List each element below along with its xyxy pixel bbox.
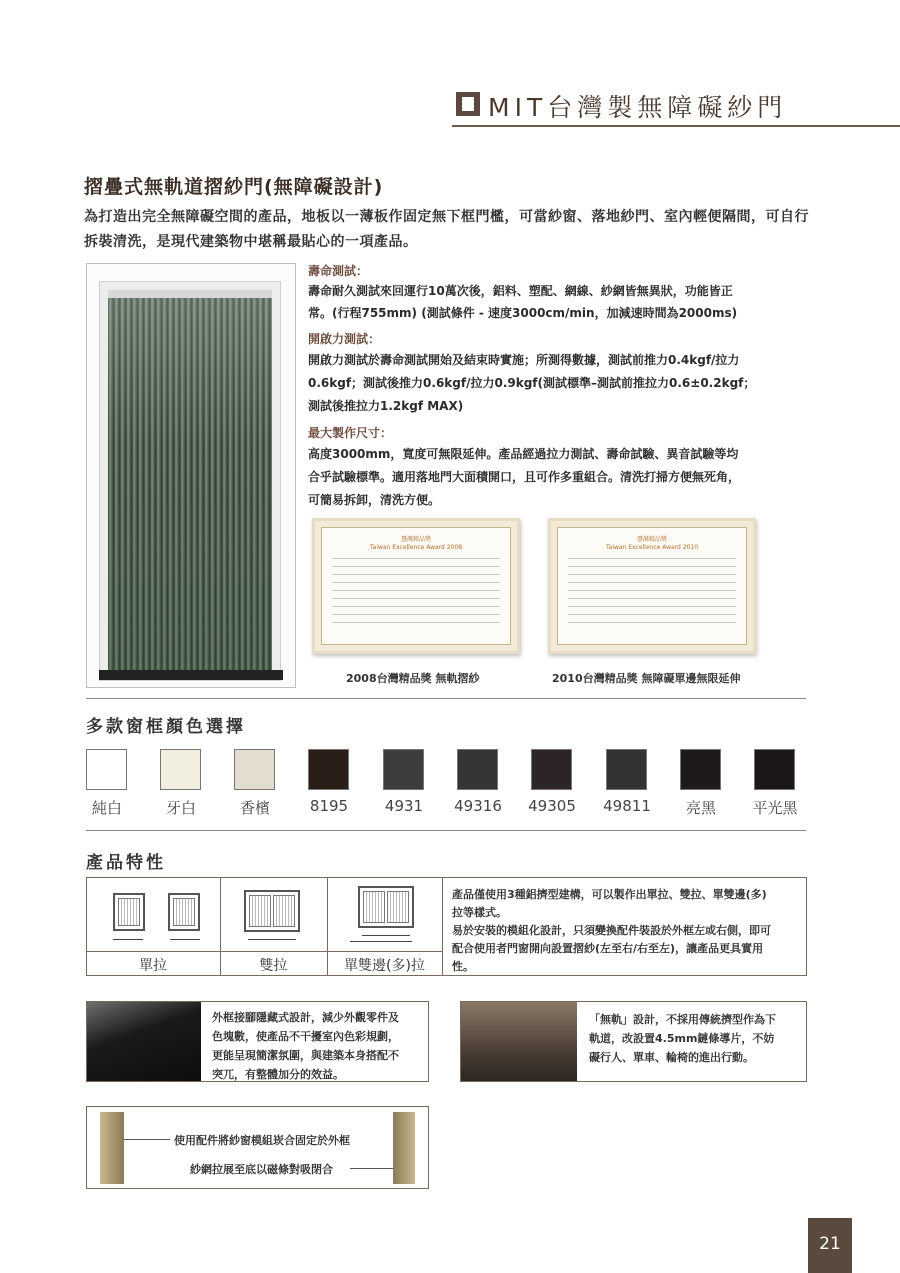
section-divider	[86, 830, 806, 831]
trackless-detail-line-1: 「無軌」設計，不採用傳統擠型作為下	[589, 1013, 776, 1026]
single-pull-right-icon	[168, 893, 200, 931]
single-pull-left-icon	[113, 893, 145, 931]
swatch-label: 49316	[454, 797, 502, 815]
frame-detail-line-1: 外框接腳隱藏式設計，減少外觀零件及	[212, 1011, 399, 1024]
trackless-detail-line-3: 礙行人、單車、輪椅的進出行動。	[589, 1051, 754, 1064]
swatch-label: 4931	[384, 797, 424, 815]
door-top-rail	[108, 290, 272, 298]
features-text-line-5: 性。	[452, 960, 474, 973]
page-number: 21	[808, 1218, 852, 1273]
force-test-line-1: 開啟力測試於壽命測試開始及結束時實施；所測得數據，測試前推力0.4kgf/拉力	[308, 353, 740, 367]
swatch-label: 49811	[603, 797, 651, 815]
swatch-49305	[531, 749, 572, 790]
swatch-label: 8195	[309, 797, 349, 815]
product-intro: 為打造出完全無障礙空間的產品，地板以一薄板作固定無下框門檻，可當紗窗、落地紗門、室內輕便隔間，可自行拆裝清洗，是現代建築物中堪稱最貼心的一項產品。	[84, 209, 809, 250]
callout-leader-line	[350, 1168, 393, 1169]
certificate-heading: 臺灣精品獎	[636, 536, 667, 543]
swatch-glossy-black	[680, 749, 721, 790]
features-text-line-2: 拉等樣式。	[452, 906, 507, 919]
product-title: 摺疊式無軌道摺紗門(無障礙設計)	[84, 176, 384, 198]
features-section-title: 產品特性	[86, 853, 166, 873]
features-text-line-4: 配合使用者門窗開向設置摺紗(左至右/右至左)，讓產品更具實用	[452, 942, 764, 955]
certificate-text-lines	[568, 558, 736, 628]
life-test-heading: 壽命測試：	[308, 264, 369, 278]
swatch-49811	[606, 749, 647, 790]
certificate-border	[557, 527, 747, 645]
trackless-detail-line-2: 軌道，改設置4.5mm鏈條導片，不妨	[589, 1032, 775, 1045]
certificate-text-lines	[332, 558, 500, 628]
multi-arrow-icon	[362, 935, 410, 936]
force-test-line-3: 測試後推拉力1.2kgf MAX)	[308, 399, 464, 413]
max-size-line-3: 可簡易拆卸，清洗方便。	[308, 493, 441, 507]
swatch-label: 平光黑	[752, 799, 798, 817]
double-arrow-icon	[248, 939, 296, 940]
swatch-matte-black	[754, 749, 795, 790]
trackless-floor-photo	[461, 1002, 577, 1081]
color-section-title: 多款窗框顏色選擇	[86, 717, 246, 737]
features-column-divider	[442, 877, 443, 976]
features-text-line-1: 產品僅使用3種鋁擠型建構，可以製作出單拉、雙拉、單雙邊(多)	[452, 888, 767, 901]
type-multi-pull-label: 單雙邊(多)拉	[344, 958, 425, 974]
swatch-8195	[308, 749, 349, 790]
door-sill	[99, 670, 283, 680]
multi-arrow-icon	[350, 941, 412, 942]
double-pull-icon	[244, 890, 300, 932]
swatch-label: 香檳	[239, 799, 270, 817]
left-frame-profile-image	[100, 1112, 124, 1184]
page-header-title: MIT台灣製無障礙紗門	[488, 93, 788, 122]
swatch-ivory	[160, 749, 201, 790]
certificate-heading: 臺灣精品獎	[400, 536, 431, 543]
arrow-right-icon	[170, 939, 200, 940]
certificate-2008	[312, 518, 520, 654]
swatch-label: 純白	[91, 799, 122, 817]
swatch-label: 亮黑	[685, 799, 716, 817]
certificate-award-name: Taiwan Excellence Award 2008	[369, 544, 463, 551]
swatch-label: 49305	[528, 797, 576, 815]
folding-screen-door-image	[86, 263, 296, 688]
max-size-line-2: 合乎試驗標準。適用落地門大面積開口，且可作多重組合。清洗打掃方便無死角，	[308, 470, 741, 484]
swatch-champagne	[234, 749, 275, 790]
swatch-49316	[457, 749, 498, 790]
certificate-2010-caption: 2010台灣精品獎 無障礙單邊無限延伸	[552, 672, 741, 685]
frame-detail-line-4: 突兀，有整體加分的效益。	[212, 1068, 344, 1081]
section-divider	[86, 698, 806, 699]
right-frame-profile-image	[393, 1112, 415, 1184]
force-test-heading: 開啟力測試：	[308, 332, 381, 346]
max-size-heading: 最大製作尺寸：	[308, 426, 393, 440]
max-size-line-1: 高度3000mm，寬度可無限延伸。產品經過拉力測試、壽命試驗、異音試驗等均	[308, 447, 739, 461]
certificate-award-name: Taiwan Excellence Award 2010	[605, 544, 699, 551]
installation-callout-1: 使用配件將紗窗模組崁合固定於外框	[174, 1134, 350, 1147]
pleated-screen-mesh	[108, 298, 272, 670]
certificate-2010	[548, 518, 756, 654]
force-test-line-2: 0.6kgf；測試後推力0.6kgf/拉力0.9kgf(測試標準–測試前推拉力0.6±0.2kgf；	[308, 376, 756, 390]
swatch-4931	[383, 749, 424, 790]
multi-pull-icon	[358, 886, 414, 928]
type-double-pull-label: 雙拉	[259, 958, 288, 974]
installation-callout-2: 紗網拉展至底以磁條對吸閉合	[190, 1163, 333, 1176]
swatch-label: 牙白	[165, 799, 196, 817]
features-text-line-3: 易於安裝的模組化設計，只須變換配件裝設於外框左或右側，即可	[452, 924, 771, 937]
certificate-border	[321, 527, 511, 645]
frame-corner-photo	[87, 1002, 201, 1081]
life-test-line-2: 常。(行程755mm) (測試條件 - 速度3000cm/min，加減速時間為2000ms)	[308, 306, 738, 320]
type-single-pull-label: 單拉	[139, 958, 167, 974]
callout-leader-line	[124, 1139, 170, 1140]
features-label-divider	[86, 951, 442, 952]
header-square-icon	[456, 92, 480, 116]
swatch-pure-white	[86, 749, 127, 790]
life-test-line-1: 壽命耐久測試來回運行10萬次後，鋁料、塑配、網線、紗網皆無異狀，功能皆正	[308, 284, 733, 298]
frame-detail-line-2: 色塊數，使產品不干擾室內色彩規劃，	[212, 1030, 399, 1043]
arrow-left-icon	[113, 939, 143, 940]
header-divider	[452, 125, 900, 127]
certificate-2008-caption: 2008台灣精品獎 無軌摺紗	[346, 672, 480, 685]
frame-detail-line-3: 更能呈現簡潔氛圍，與建築本身搭配不	[212, 1049, 399, 1062]
